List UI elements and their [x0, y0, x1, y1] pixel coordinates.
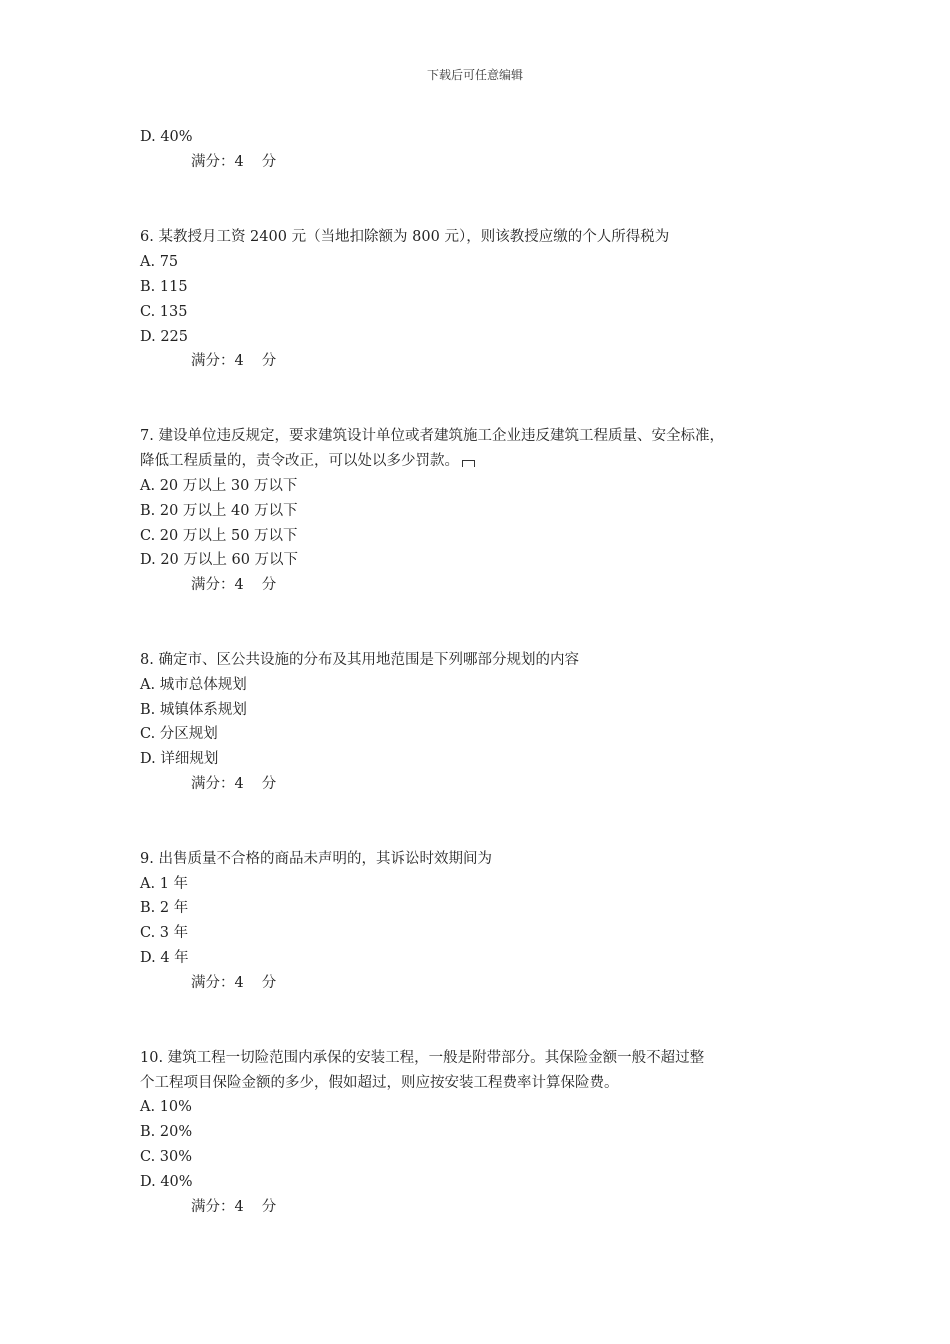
q10-stem-line1: 10. 建筑工程一切险范围内承保的安装工程，一般是附带部分。其保险金额一般不超过整 [140, 1050, 705, 1066]
score-label: 满分： [191, 975, 235, 991]
q5-score [191, 152, 276, 172]
q8-score [191, 774, 276, 794]
q9-option-d: D. 4 年 [140, 950, 189, 966]
bracket-mark-icon [462, 460, 475, 467]
q10-option-d: D. 40% [140, 1174, 193, 1190]
q7-option-c: C. 20 万以上 50 万以下 [140, 528, 298, 544]
q7-option-b: B. 20 万以上 40 万以下 [140, 503, 298, 519]
q8-stem: 8. 确定市、区公共设施的分布及其用地范围是下列哪部分规划的内容 [140, 652, 579, 668]
score-unit: 分 [261, 154, 277, 170]
q10-score [191, 1197, 276, 1217]
score-unit: 分 [261, 353, 277, 369]
q6-score [191, 351, 276, 371]
q8-option-a: A. 城市总体规划 [140, 677, 247, 693]
q6-option-a: A. 75 [140, 254, 179, 270]
score-value: 4 [234, 1199, 244, 1215]
q7-stem-line2-wrap [140, 451, 475, 471]
page-header: 下载后可任意编辑 [426, 68, 523, 82]
score-value: 4 [234, 776, 244, 792]
score-label: 满分： [191, 577, 235, 593]
q7-option-a: A. 20 万以上 30 万以下 [140, 478, 298, 494]
score-label: 满分： [191, 353, 235, 369]
q7-option-d: D. 20 万以上 60 万以下 [140, 552, 299, 568]
q8-option-d: D. 详细规划 [140, 751, 219, 767]
q10-option-b: B. 20% [140, 1124, 193, 1140]
q10-option-a: A. 10% [140, 1099, 192, 1115]
score-label: 满分： [191, 1199, 235, 1215]
q5-option-d: D. 40% [140, 129, 193, 145]
score-label: 满分： [191, 776, 235, 792]
score-value: 4 [234, 353, 244, 369]
q6-option-b: B. 115 [140, 279, 188, 295]
score-unit: 分 [261, 776, 277, 792]
q7-stem-line2: 降低工程质量的，责令改正，可以处以多少罚款。 [140, 453, 459, 469]
q7-score [191, 575, 276, 595]
q6-option-c: C. 135 [140, 304, 188, 320]
q9-stem: 9. 出售质量不合格的商品未声明的，其诉讼时效期间为 [140, 851, 492, 867]
q9-option-c: C. 3 年 [140, 925, 189, 941]
q6-stem: 6. 某教授月工资 2400 元（当地扣除额为 800 元），则该教授应缴的个人所得税为 [140, 229, 670, 245]
q9-option-b: B. 2 年 [140, 900, 189, 916]
q10-option-c: C. 30% [140, 1149, 193, 1165]
score-unit: 分 [261, 975, 277, 991]
q10-stem-line2: 个工程项目保险金额的多少，假如超过，则应按安装工程费率计算保险费。 [140, 1075, 619, 1091]
q9-score [191, 973, 276, 993]
score-label: 满分： [191, 154, 235, 170]
score-unit: 分 [261, 577, 277, 593]
q8-option-c: C. 分区规划 [140, 726, 218, 742]
score-value: 4 [234, 154, 244, 170]
q6-option-d: D. 225 [140, 329, 189, 345]
score-value: 4 [234, 577, 244, 593]
q7-stem-line1: 7. 建设单位违反规定，要求建筑设计单位或者建筑施工企业违反建筑工程质量、安全标准， [140, 428, 724, 444]
score-value: 4 [234, 975, 244, 991]
score-unit: 分 [261, 1199, 277, 1215]
q9-option-a: A. 1 年 [140, 876, 189, 892]
q8-option-b: B. 城镇体系规划 [140, 702, 247, 718]
